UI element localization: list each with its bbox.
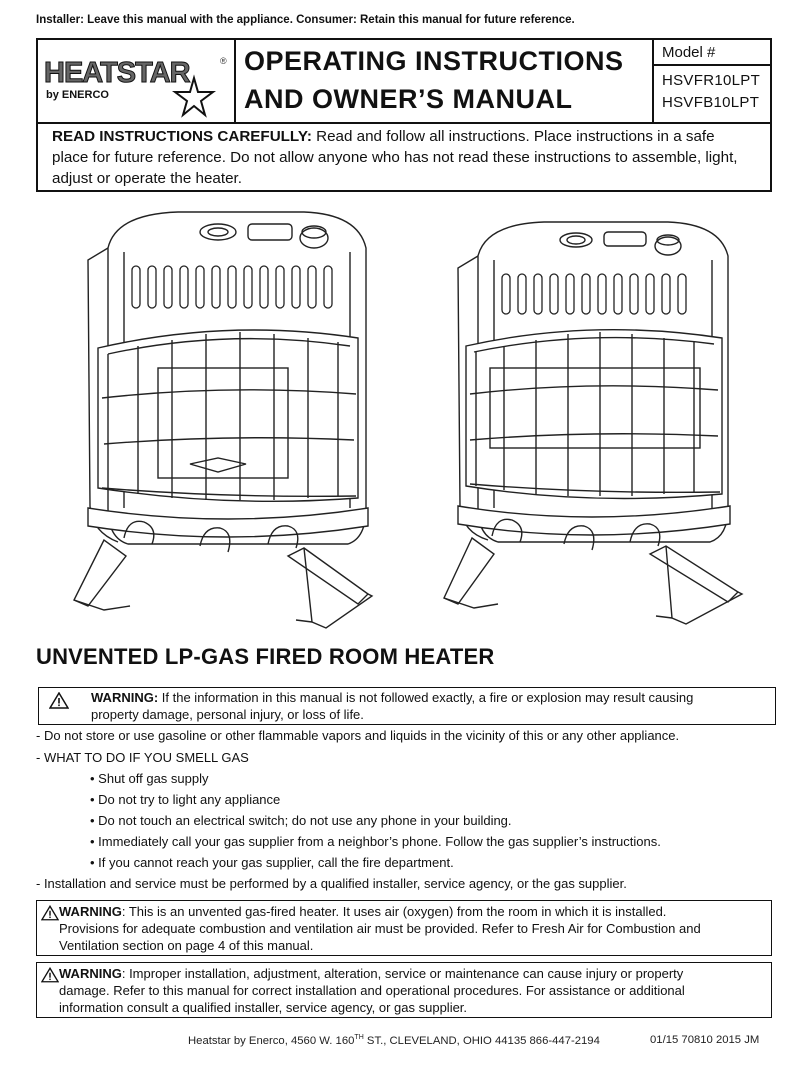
read-instructions-lead: READ INSTRUCTIONS CAREFULLY: [52,128,312,145]
page-heading: UNVENTED LP-GAS FIRED ROOM HEATER [36,644,495,669]
model-number: HSVFR10LPT [662,72,761,89]
read-instructions-text: Read and follow all instructions. Place instructions in a safe place for future reference. Do not allow anyone who has not read these instructions to assemble, light, adjust or operate the heater. [52,128,738,187]
warning-box-1 [38,687,776,725]
warning-2-text: : This is an unvented gas-fired heater. It uses air (oxygen) from the room in which it is installed. [121,904,667,919]
header-row [38,40,770,124]
warning-2-line-1 [59,903,666,920]
warning-triangle-icon [49,692,69,709]
warning-3-text: : Improper installation, adjustment, alteration, service or maintenance can cause injury or property [121,966,684,981]
warning-1-line-1 [91,689,693,706]
logo-reg-mark: ® [220,56,227,66]
list-item: • Do not touch an electrical switch; do not use any phone in your building. [90,813,512,828]
list-item: • Do not try to light any appliance [90,792,281,807]
model-number: HSVFB10LPT [662,94,760,111]
warning-3-label: WARNING [59,966,122,981]
warning-box-3 [36,962,772,1018]
warning-3-line-2: damage. Refer to this manual for correct installation and operational procedures. For assistance or additional [59,983,685,998]
model-label: Model # [654,40,770,66]
footer-code: 01/15 70810 2015 JM [650,1034,760,1046]
list-item: • Shut off gas supply [90,771,209,786]
warning-triangle-icon [41,905,59,921]
warning-2-line-3: Ventilation section on page 4 of this manual. [59,938,314,953]
heater-illustration-left [68,208,388,630]
header-box [36,38,772,192]
heatstar-logo-icon [38,40,234,122]
title-line-1: OPERATING INSTRUCTIONS [244,46,624,76]
manual-title [236,40,654,122]
heater-illustration-right [440,218,750,630]
warning-3-line-3: information consult a qualified installer, service agency, or gas supplier. [59,1000,468,1015]
logo [38,40,236,122]
list-item: • Immediately call your gas supplier from a neighbor’s phone. Follow the gas supplier’s instructions. [90,834,661,849]
warning-2-line-2: Provisions for adequate combustion and ventilation air must be provided. Refer to Fresh Air for Combustion and [59,921,701,936]
warning-3-line-1 [59,965,683,982]
installer-note: Installer: Leave this manual with the appliance. Consumer: Retain this manual for future reference. [36,14,575,26]
warning-2-label: WARNING [59,904,122,919]
warning-1-line-2: property damage, personal injury, or loss of life. [91,707,364,722]
gas-intro: - Do not store or use gasoline or other flammable vapors and liquids in the vicinity of this or any other appliance. [36,728,680,743]
logo-sub: by ENERCO [46,89,109,101]
warning-1-label: WARNING: [91,690,159,705]
footer-address: Heatstar by Enerco, 4560 W. 160TH ST., CLEVELAND, OHIO 44135 866-447-2194 [188,1034,600,1047]
read-instructions [52,126,752,189]
logo-brand: HEATSTAR [44,57,190,89]
gas-outro: - Installation and service must be performed by a qualified installer, service agency, or the gas supplier. [36,876,627,891]
warning-1-text: If the information in this manual is not followed exactly, a fire or explosion may result causing [158,690,694,705]
warning-box-2 [36,900,772,956]
warning-triangle-icon [41,967,59,983]
gas-heading: - WHAT TO DO IF YOU SMELL GAS [36,750,249,765]
title-line-2: AND OWNER’S MANUAL [244,84,573,114]
model-cell [654,40,770,122]
list-item: • If you cannot reach your gas supplier, call the fire department. [90,855,454,870]
